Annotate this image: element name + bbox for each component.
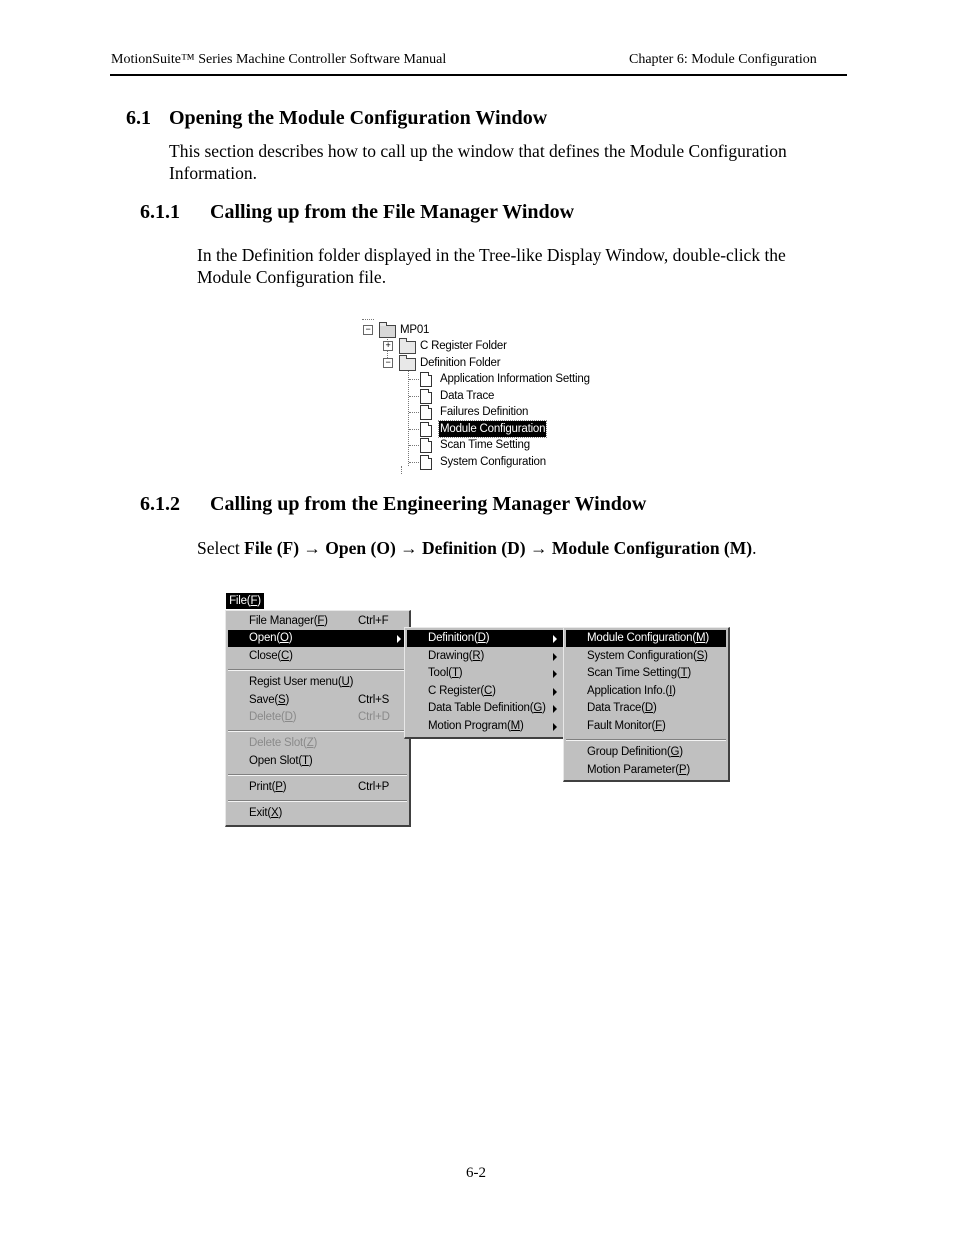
subsection-number: 6.1.1	[140, 201, 180, 223]
menu-path-step: Open (O)	[325, 538, 396, 558]
shortcut-label: Ctrl+D	[358, 711, 390, 723]
menu-item-exit[interactable]: Exit(X)	[249, 807, 283, 819]
tree-node-label: System Configuration	[440, 456, 546, 468]
section-number: 6.1	[126, 107, 151, 129]
file-icon	[420, 372, 432, 387]
menu-path-step: Module Configuration (M)	[551, 538, 753, 558]
menu-item-open-slot[interactable]: Open Slot(T)	[249, 755, 313, 767]
submenu-arrow-icon	[553, 705, 557, 713]
menu-item-motion-parameter[interactable]: Motion Parameter(P)	[587, 764, 690, 776]
tree-node-label: Failures Definition	[440, 406, 529, 418]
running-header-title: MotionSuite™ Series Machine Controller Software Manual	[111, 52, 447, 67]
menu-separator	[228, 800, 407, 802]
submenu-arrow-icon	[397, 635, 401, 643]
menu-item-system-configuration[interactable]: System Configuration(S)	[587, 650, 708, 662]
menu-separator	[228, 774, 407, 776]
subsection-title: Calling up from the Engineering Manager Window	[210, 493, 647, 515]
open-submenu	[404, 627, 567, 739]
menubar-file[interactable]: File(F)	[226, 593, 264, 609]
shortcut-label: Ctrl+S	[358, 694, 390, 706]
file-icon	[420, 438, 432, 453]
right-arrow-icon: →	[400, 538, 418, 558]
tree-node-label: MP01	[400, 324, 430, 336]
right-arrow-icon: →	[529, 538, 548, 558]
submenu-arrow-icon	[553, 635, 557, 643]
header-rule	[110, 74, 847, 76]
running-header-chapter: Chapter 6: Module Configuration	[629, 52, 817, 67]
expand-icon[interactable]: +	[383, 341, 393, 351]
period: .	[752, 538, 757, 558]
tree-node-label: Application Information Setting	[440, 373, 590, 385]
menu-item-data-trace[interactable]: Data Trace(D)	[587, 702, 657, 714]
file-icon	[420, 389, 432, 404]
menu-item-data-table-definition[interactable]: Data Table Definition(G)	[407, 700, 563, 717]
menu-path-step: Definition (D)	[422, 538, 526, 558]
file-icon	[420, 405, 432, 420]
menu-path-instruction	[197, 537, 756, 559]
menu-item-motion-program[interactable]: Motion Program(M)	[407, 718, 563, 735]
collapse-icon[interactable]: −	[363, 325, 373, 335]
subsection-title: Calling up from the File Manager Window	[210, 201, 575, 223]
tree-node-label: Data Trace	[440, 390, 495, 402]
page-number: 6-2	[466, 1165, 486, 1181]
menu-item-scan-time-setting[interactable]: Scan Time Setting(T)	[587, 667, 692, 679]
tree-node-label: C Register Folder	[420, 340, 507, 352]
section-intro-line: This section describes how to call up the window that defines the Module Configuration	[169, 141, 787, 161]
submenu-arrow-icon	[553, 653, 557, 661]
menu-item-save[interactable]: Save(S) Ctrl+S	[228, 692, 407, 709]
section-intro-line: Information.	[169, 163, 257, 183]
body-line: Module Configuration file.	[197, 267, 387, 287]
tree-node-label: Scan Time Setting	[440, 439, 530, 451]
definition-submenu	[563, 627, 730, 782]
submenu-arrow-icon	[553, 723, 557, 731]
menu-item-fault-monitor[interactable]: Fault Monitor(F)	[587, 720, 666, 732]
collapse-icon[interactable]: −	[383, 358, 393, 368]
menu-item-print[interactable]: Print(P) Ctrl+P	[228, 779, 407, 796]
subsection-body	[197, 244, 786, 288]
drive-icon	[379, 325, 396, 338]
menu-item-drawing[interactable]: Drawing(R)	[407, 648, 563, 665]
menu-item-delete: Delete(D) Ctrl+D	[228, 709, 407, 726]
section-intro	[169, 140, 787, 184]
right-arrow-icon: →	[303, 538, 321, 558]
menu-item-close[interactable]: Close(C)	[249, 650, 293, 662]
shortcut-label: Ctrl+P	[358, 781, 390, 793]
menu-item-c-register[interactable]: C Register(C)	[407, 683, 563, 700]
menu-item-application-info[interactable]: Application Info.(I)	[587, 685, 676, 697]
menu-separator	[228, 730, 407, 732]
menu-separator	[228, 669, 407, 671]
folder-open-icon	[399, 358, 416, 371]
menu-path-step: File (F)	[244, 538, 300, 558]
submenu-arrow-icon	[553, 670, 557, 678]
subsection-number: 6.1.2	[140, 493, 180, 515]
subsection-heading	[140, 493, 646, 516]
menu-item-module-configuration[interactable]: Module Configuration(M)	[566, 630, 726, 647]
menu-item-open[interactable]: Open(O)	[228, 630, 407, 647]
file-icon	[420, 455, 432, 470]
body-line: In the Definition folder displayed in the Tree-like Display Window, double-click the	[197, 245, 786, 265]
menu-item-file-manager[interactable]: File Manager(F) Ctrl+F	[228, 613, 407, 630]
subsection-heading	[140, 201, 574, 224]
folder-icon	[399, 341, 416, 354]
section-heading	[126, 107, 547, 130]
menu-item-delete-slot: Delete Slot(Z)	[249, 737, 318, 749]
file-menu	[225, 610, 411, 827]
menu-item-regist-user-menu[interactable]: Regist User menu(U)	[249, 676, 354, 688]
submenu-arrow-icon	[553, 688, 557, 696]
menu-separator	[566, 739, 726, 741]
menu-item-group-definition[interactable]: Group Definition(G)	[587, 746, 683, 758]
menu-item-definition[interactable]: Definition(D)	[407, 630, 563, 647]
shortcut-label: Ctrl+F	[358, 615, 389, 627]
section-title: Opening the Module Configuration Window	[169, 107, 548, 129]
tree-view[interactable]	[360, 318, 600, 474]
instruction-word: Select	[197, 538, 240, 558]
tree-node-label: Module Configuration	[440, 423, 546, 435]
file-icon	[420, 422, 432, 437]
tree-node-label: Definition Folder	[420, 357, 501, 369]
menu-item-tool[interactable]: Tool(T)	[407, 665, 563, 682]
